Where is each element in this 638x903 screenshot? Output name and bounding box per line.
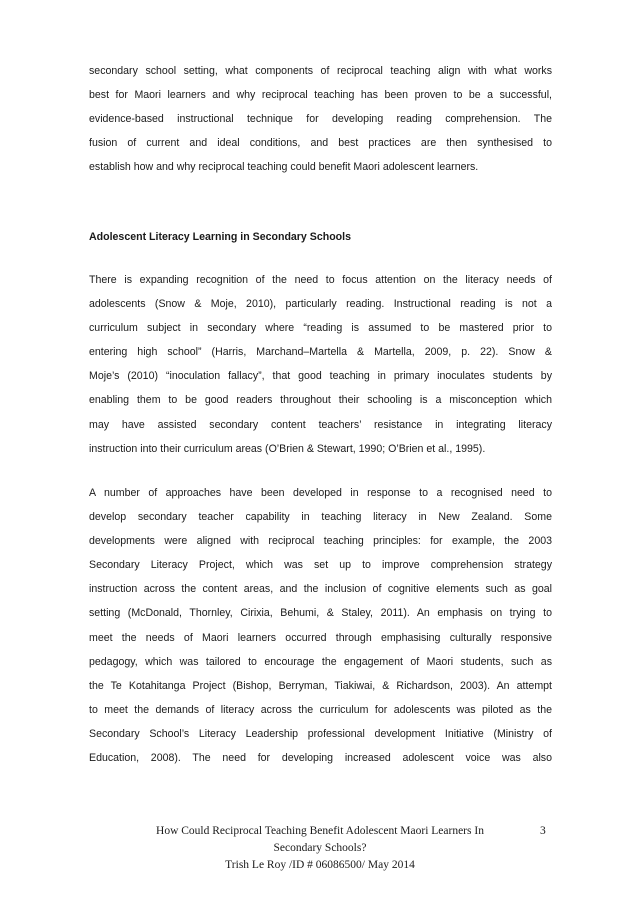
text-line: develop secondary teacher capability in teaching literacy in New Zealand. Some bbox=[89, 511, 552, 524]
text-line: instruction across the content areas, and the inclusion of cognitive elements such as goal bbox=[89, 583, 552, 596]
paragraph-literacy-needs bbox=[89, 268, 552, 461]
text-line: secondary school setting, what components of reciprocal teaching align with what works bbox=[89, 65, 552, 77]
text-line: There is expanding recognition of the need to focus attention on the literacy needs of bbox=[89, 274, 552, 286]
text-line: A number of approaches have been developed in response to a recognised need to bbox=[89, 487, 552, 499]
text-line: Secondary School’s Literacy Leadership professional development Initiative (Ministry of bbox=[89, 727, 552, 740]
text-line: the Te Kotahitanga Project (Bishop, Berryman, Tiakiwai, & Richardson, 2003). An attempt bbox=[89, 679, 552, 692]
text-line: best for Maori learners and why reciprocal teaching has been proven to be a successful, bbox=[89, 89, 552, 102]
page-number: 3 bbox=[540, 825, 546, 837]
text-line: pedagogy, which was tailored to encourage the engagement of Maori students, such as bbox=[89, 655, 552, 668]
text-line: meet the needs of Maori learners occurred through emphasising culturally responsive bbox=[89, 631, 552, 644]
text-line: may have assisted secondary content teachers’ resistance in integrating literacy bbox=[89, 418, 552, 431]
footer-title-line: Secondary Schools? bbox=[273, 842, 367, 854]
text-line: to meet the demands of literacy across the curriculum for adolescents was piloted as the bbox=[89, 703, 552, 716]
footer-author-line: Trish Le Roy /ID # 06086500/ May 2014 bbox=[225, 859, 415, 871]
text-line: fusion of current and ideal conditions, and best practices are then synthesised to bbox=[89, 137, 552, 150]
text-line: instruction into their curriculum areas (O’Brien & Stewart, 1990; O’Brien et al., 1995). bbox=[89, 442, 486, 455]
text-line: curriculum subject in secondary where “reading is assumed to be mastered prior to bbox=[89, 322, 552, 335]
intro-paragraph bbox=[89, 59, 552, 179]
text-line: Secondary Literacy Project, which was set up to improve comprehension strategy bbox=[89, 559, 552, 572]
text-line: adolescents (Snow & Moje, 2010), particularly reading. Instructional reading is not a bbox=[89, 298, 552, 311]
text-line: developments were aligned with reciprocal teaching principles: for example, the 2003 bbox=[89, 535, 552, 548]
footer-title-line: How Could Reciprocal Teaching Benefit Adolescent Maori Learners In bbox=[156, 825, 484, 837]
text-line: enabling them to be good readers throughout their schooling is a misconception which bbox=[89, 394, 552, 407]
text-line: setting (McDonald, Thornley, Cirixia, Behumi, & Staley, 2011). An emphasis on trying to bbox=[89, 607, 552, 620]
text-line: Education, 2008). The need for developing increased adolescent voice was also bbox=[89, 752, 552, 765]
paragraph-approaches bbox=[89, 481, 552, 770]
text-line: establish how and why reciprocal teaching could benefit Maori adolescent learners. bbox=[89, 161, 479, 174]
text-line: entering high school” (Harris, Marchand–Martella & Martella, 2009, p. 22). Snow & bbox=[89, 346, 552, 359]
section-heading: Adolescent Literacy Learning in Secondary Schools bbox=[89, 231, 351, 243]
text-line: evidence-based instructional technique for developing reading comprehension. The bbox=[89, 113, 552, 126]
text-line: Moje’s (2010) “inoculation fallacy”, that good teaching in primary inoculates students by bbox=[89, 370, 552, 383]
page-footer bbox=[100, 823, 540, 874]
